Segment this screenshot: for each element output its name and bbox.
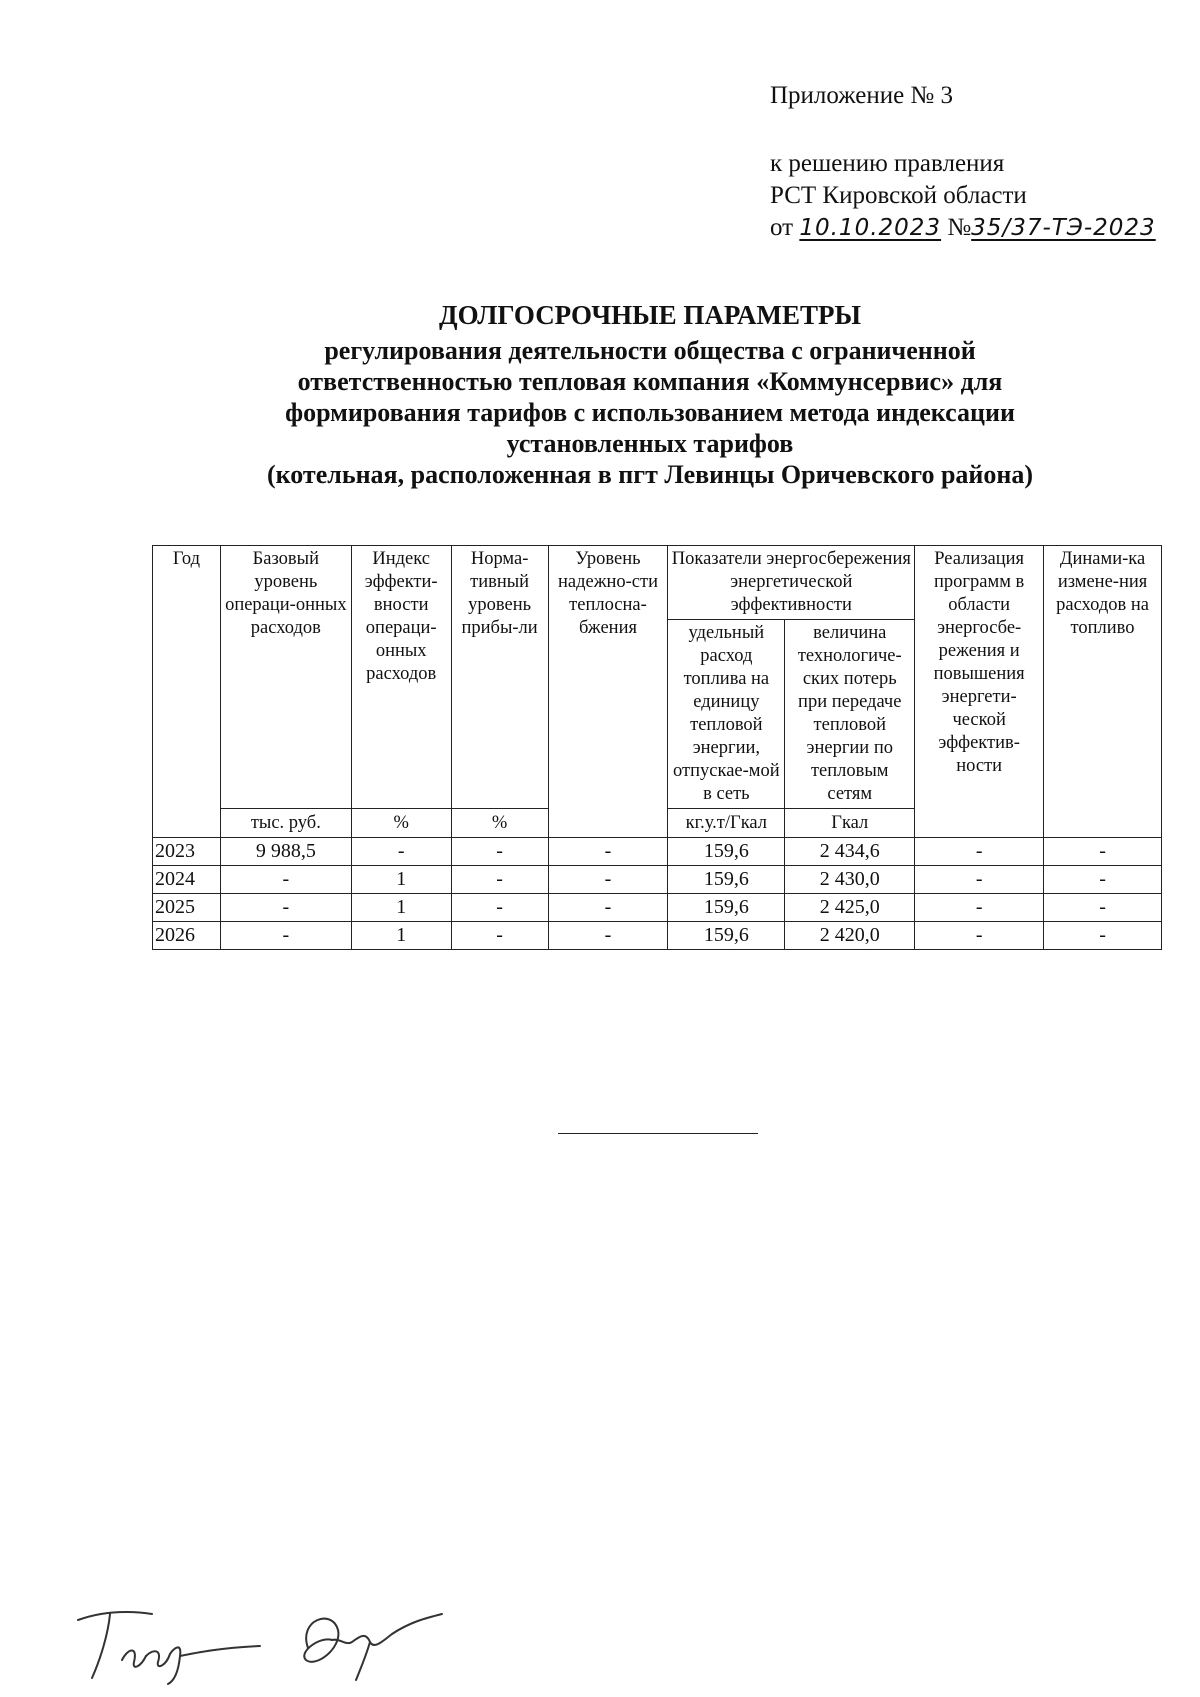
cell-base-opex: - <box>220 866 351 894</box>
title-line-1: регулирования деятельности общества с ограниченной <box>324 336 976 365</box>
table-row <box>153 866 1162 894</box>
header-heat-losses: величина технологиче-ских потерь при передаче тепловой энергии по тепловым сетям <box>785 620 915 809</box>
cell-year: 2026 <box>153 922 221 950</box>
appendix-block <box>770 80 1156 244</box>
unit-year <box>153 809 221 838</box>
header-energy-indicators: Показатели энергосбережения энергетической эффективности <box>668 546 915 620</box>
cell-reliability: - <box>548 866 668 894</box>
document-title <box>90 300 1200 490</box>
title-line-5: (котельная, расположенная в пгт Левинцы Оричевского района) <box>266 460 1034 489</box>
number-prefix: № <box>947 214 972 241</box>
cell-efficiency-index: 1 <box>351 866 451 894</box>
cell-profit-level: - <box>451 922 548 950</box>
cell-heat-losses: 2 420,0 <box>785 922 915 950</box>
header-base-opex: Базовый уровень операци-онных расходов <box>220 546 351 809</box>
handwritten-signature <box>70 1590 450 1685</box>
cell-programs: - <box>915 866 1044 894</box>
cell-fuel-consumption: 159,6 <box>668 838 785 866</box>
cell-profit-level: - <box>451 838 548 866</box>
cell-year: 2025 <box>153 894 221 922</box>
header-year: Год <box>153 546 221 809</box>
header-efficiency-index: Индекс эффекти-вности операци-онных расходов <box>351 546 451 809</box>
cell-profit-level: - <box>451 866 548 894</box>
cell-programs: - <box>915 894 1044 922</box>
table-row <box>153 894 1162 922</box>
unit-heat-losses: Гкал <box>785 809 915 838</box>
header-programs: Реализация программ в области энергосбе-режения и повышения энергети-ческой эффектив-ности <box>915 546 1044 838</box>
cell-heat-losses: 2 430,0 <box>785 866 915 894</box>
title-line-4: установленных тарифов <box>506 429 794 458</box>
cell-reliability: - <box>548 922 668 950</box>
header-reliability: Уровень надежно-сти теплосна-бжения <box>548 546 668 838</box>
appendix-date-line <box>770 212 1156 244</box>
cell-efficiency-index: 1 <box>351 922 451 950</box>
header-profit-level: Норма-тивный уровень прибы-ли <box>451 546 548 809</box>
table-row <box>153 838 1162 866</box>
cell-base-opex: 9 988,5 <box>220 838 351 866</box>
header-row-1 <box>153 546 1162 620</box>
table-row <box>153 922 1162 950</box>
cell-programs: - <box>915 838 1044 866</box>
cell-efficiency-index: - <box>351 838 451 866</box>
title-line-2: ответственностью тепловая компания «Коммунсервис» для <box>297 367 1003 396</box>
unit-profit-level: % <box>451 809 548 838</box>
cell-base-opex: - <box>220 922 351 950</box>
header-fuel-consumption: удельный расход топлива на единицу тепловой энергии, отпускае-мой в сеть <box>668 620 785 809</box>
unit-base-opex: тыс. руб. <box>220 809 351 838</box>
cell-heat-losses: 2 434,6 <box>785 838 915 866</box>
cell-heat-losses: 2 425,0 <box>785 894 915 922</box>
cell-base-opex: - <box>220 894 351 922</box>
header-fuel-dynamics: Динами-ка измене-ния расходов на топливо <box>1044 546 1162 838</box>
cell-fuel-consumption: 159,6 <box>668 894 785 922</box>
cell-fuel-dynamics: - <box>1044 838 1162 866</box>
cell-fuel-dynamics: - <box>1044 866 1162 894</box>
cell-fuel-dynamics: - <box>1044 894 1162 922</box>
cell-reliability: - <box>548 894 668 922</box>
cell-programs: - <box>915 922 1044 950</box>
cell-year: 2023 <box>153 838 221 866</box>
date-prefix: от <box>770 214 794 241</box>
cell-year: 2024 <box>153 866 221 894</box>
cell-fuel-dynamics: - <box>1044 922 1162 950</box>
appendix-line-2: РСТ Кировской области <box>770 182 1027 209</box>
title-heading: ДОЛГОСРОЧНЫЕ ПАРАМЕТРЫ <box>439 300 861 330</box>
appendix-number: Приложение № 3 <box>770 82 954 109</box>
decision-number: 35/37-ТЭ-2023 <box>971 215 1156 241</box>
cell-reliability: - <box>548 838 668 866</box>
title-line-3: формирования тарифов с использованием метода индексации <box>285 398 1015 427</box>
cell-profit-level: - <box>451 894 548 922</box>
unit-fuel-consumption: кг.у.т/Гкал <box>668 809 785 838</box>
cell-fuel-consumption: 159,6 <box>668 922 785 950</box>
appendix-line-1: к решению правления <box>770 150 1005 177</box>
unit-efficiency-index: % <box>351 809 451 838</box>
cell-efficiency-index: 1 <box>351 894 451 922</box>
closing-divider <box>558 1133 758 1134</box>
parameters-table <box>152 545 1162 950</box>
cell-fuel-consumption: 159,6 <box>668 866 785 894</box>
decision-date: 10.10.2023 <box>799 215 942 241</box>
